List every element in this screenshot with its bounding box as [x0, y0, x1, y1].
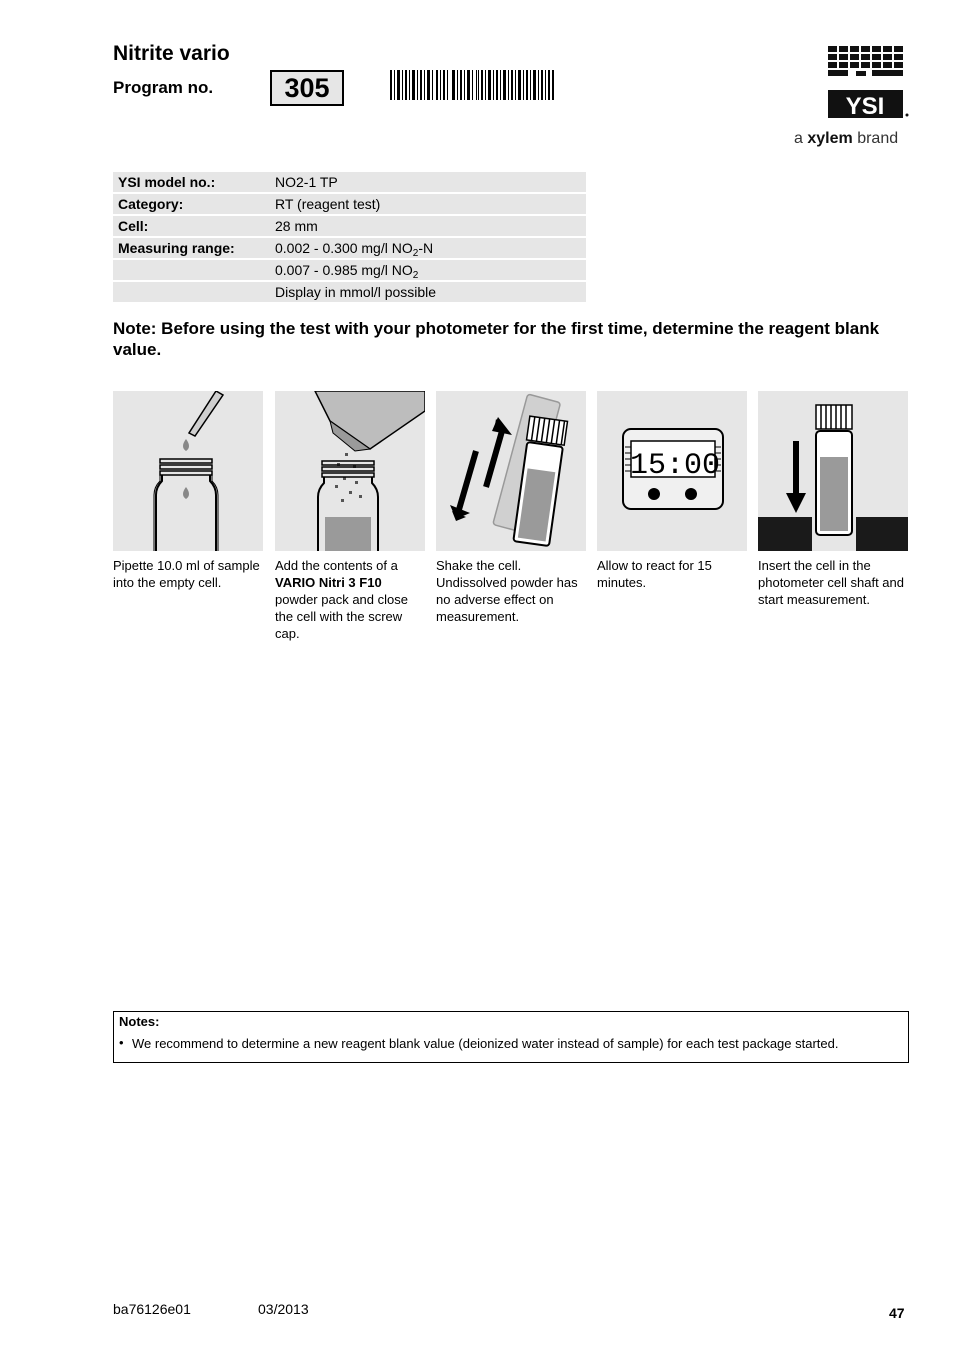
range-2-sub: 2 — [412, 270, 419, 281]
notes-item: We recommend to determine a new reagent blank value (deionized water instead of sample) for each test package started. — [132, 1036, 839, 1051]
reagent-blank-note: Note: Before using the test with your photometer for the first time, determine the reagent blank value. — [113, 319, 880, 359]
empty-label — [113, 260, 270, 280]
brand-suffix: brand — [857, 130, 899, 147]
range-1-main: 0.002 - 0.300 mg/l NO — [275, 240, 413, 256]
reagent-name: VARIO Nitri 3 F10 — [275, 575, 382, 590]
range-1-value — [270, 238, 586, 258]
program-number: 305 — [270, 70, 344, 106]
step-1 — [113, 391, 263, 591]
step-5-illustration — [758, 391, 908, 551]
pipette-vial-icon — [113, 391, 263, 551]
brand-tagline — [794, 130, 898, 148]
step-2-illustration — [275, 391, 425, 551]
step-2-caption — [275, 557, 425, 642]
display-note: Display in mmol/l possible — [270, 282, 586, 302]
ysi-logo-icon — [826, 46, 910, 120]
category-value: RT (reagent test) — [270, 194, 586, 214]
logo-wordmark: YSI — [845, 93, 885, 120]
table-row — [113, 282, 586, 302]
document-date: 03/2013 — [258, 1301, 309, 1317]
barcode-icon — [390, 70, 555, 100]
program-label: Program no. — [113, 78, 214, 97]
powder-pack-vial-icon — [275, 391, 425, 551]
timer-display: 15:00 — [629, 449, 721, 483]
step-1-illustration — [113, 391, 263, 551]
page-number: 47 — [889, 1305, 905, 1321]
timer-icon — [597, 391, 747, 551]
page-title: Nitrite vario — [113, 42, 230, 65]
specs-table — [113, 170, 586, 304]
step-4 — [597, 391, 747, 591]
model-label: YSI model no.: — [113, 172, 270, 192]
table-row — [113, 216, 586, 236]
range-1-tail: -N — [418, 240, 434, 256]
range-label: Measuring range: — [113, 238, 270, 258]
shake-vial-icon — [436, 391, 586, 551]
bullet-icon: • — [119, 1035, 124, 1050]
step-5 — [758, 391, 908, 608]
step-2 — [275, 391, 425, 642]
table-row — [113, 194, 586, 214]
range-2-value — [270, 260, 586, 280]
step-3-caption: Shake the cell. Undissolved powder has no adverse effect on measurement. — [436, 558, 578, 624]
step-3 — [436, 391, 586, 625]
step-4-caption: Allow to react for 15 minutes. — [597, 558, 712, 590]
table-row — [113, 238, 586, 258]
cell-label: Cell: — [113, 216, 270, 236]
notes-title: Notes: — [119, 1014, 160, 1029]
brand-prefix: a — [794, 130, 803, 147]
insert-cell-icon — [758, 391, 908, 551]
step-5-caption: Insert the cell in the photometer cell shaft and start measurement. — [758, 558, 904, 607]
step-1-caption: Pipette 10.0 ml of sample into the empty cell. — [113, 558, 260, 590]
category-label: Category: — [113, 194, 270, 214]
document-id: ba76126e01 — [113, 1301, 191, 1317]
table-row — [113, 172, 586, 192]
table-row — [113, 260, 586, 280]
step-2-text-before: Add the contents of a — [275, 558, 398, 573]
cell-value: 28 mm — [270, 216, 586, 236]
model-value: NO2-1 TP — [270, 172, 586, 192]
notes-box — [113, 1011, 909, 1063]
step-2-text-after: powder pack and close the cell with the screw cap. — [275, 592, 408, 641]
step-4-illustration — [597, 391, 747, 551]
step-3-illustration — [436, 391, 586, 551]
range-2-main: 0.007 - 0.985 mg/l NO — [275, 262, 413, 278]
range-1-sub: 2 — [412, 248, 419, 259]
empty-label — [113, 282, 270, 302]
brand-name: xylem — [807, 130, 853, 147]
